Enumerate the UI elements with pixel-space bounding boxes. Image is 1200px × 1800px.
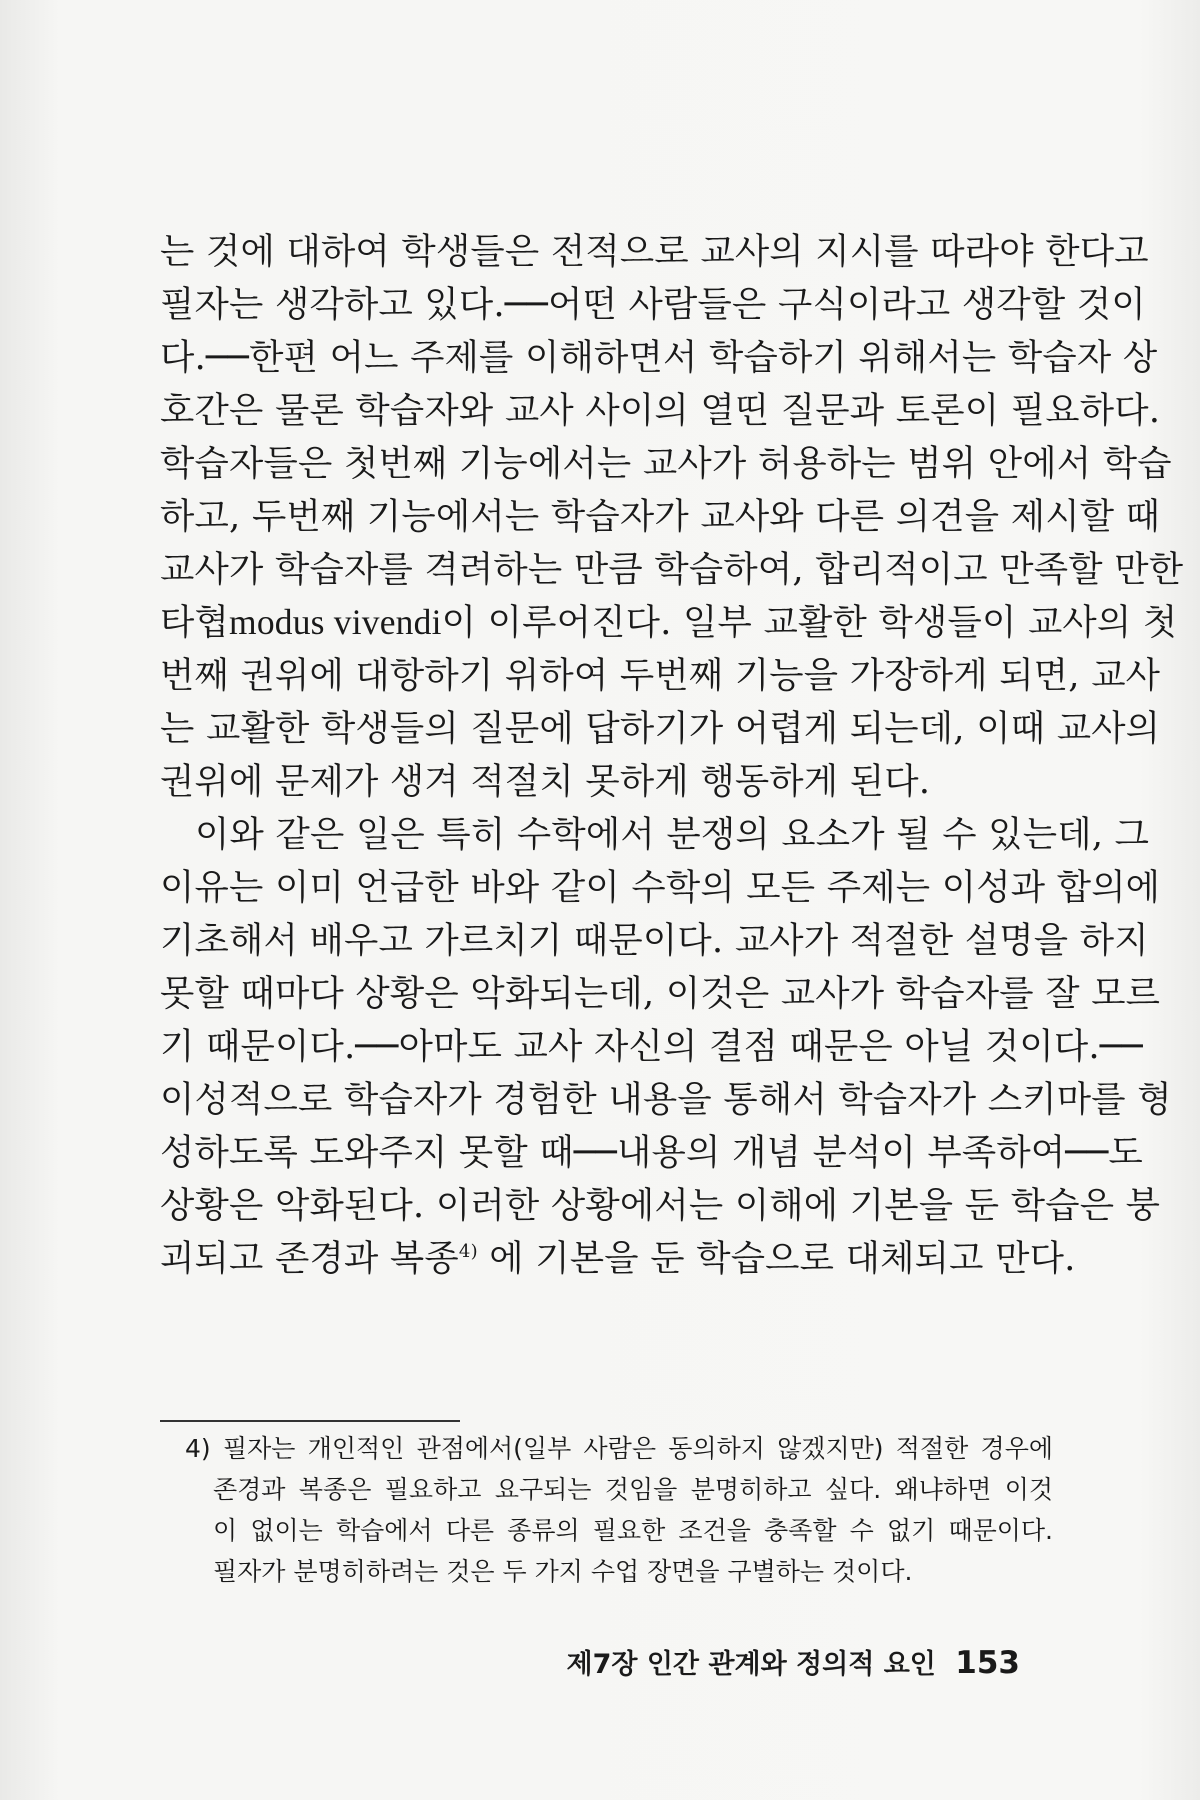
text-line: 이와 같은 일은 특히 수학에서 분쟁의 요소가 될 수 있는데, 그 — [195, 814, 1150, 855]
text-line — [160, 1232, 1076, 1285]
text-line: 는 교활한 학생들의 질문에 답하기가 어렵게 되는데, 이때 교사의 — [160, 708, 1161, 749]
footnote — [185, 1428, 1053, 1592]
text-line: 못할 때마다 상황은 악화되는데, 이것은 교사가 학습자를 잘 모르 — [160, 973, 1161, 1014]
footnote-divider — [160, 1420, 460, 1422]
text-run: 타협 — [160, 602, 229, 643]
text-run: 이 이루어진다. 일부 교활한 학생들이 교사의 첫 — [441, 602, 1178, 643]
text-line: 이유는 이미 언급한 바와 같이 수학의 모든 주제는 이성과 합의에 — [160, 867, 1161, 908]
running-footer — [567, 1642, 1021, 1681]
text-run: 에 기본을 둔 학습으로 대체되고 만다. — [477, 1238, 1076, 1279]
footnote-reference: 4) — [458, 1241, 478, 1263]
text-line: 성하도록 도와주지 못할 때──내용의 개념 분석이 부족하여──도 — [160, 1132, 1144, 1173]
footnote-line: 4) 필자는 개인적인 관점에서(일부 사람은 동의하지 않겠지만) 적절한 경우에 — [185, 1434, 1053, 1463]
text-line: 권위에 문제가 생겨 적절치 못하게 행동하게 된다. — [160, 761, 931, 802]
text-line: 는 것에 대하여 학생들은 전적으로 교사의 지시를 따라야 한다고 — [160, 231, 1149, 272]
text-line: 교사가 학습자를 격려하는 만큼 학습하여, 합리적이고 만족할 만한 — [160, 549, 1184, 590]
chapter-title: 제7장 인간 관계와 정의적 요인 — [566, 1649, 936, 1680]
text-line: 기초해서 배우고 가르치기 때문이다. 교사가 적절한 설명을 하지 — [160, 920, 1149, 961]
text-line: 하고, 두번째 기능에서는 학습자가 교사와 다른 의견을 제시할 때 — [160, 496, 1161, 537]
text-line: 다.──한편 어느 주제를 이해하면서 학습하기 위해서는 학습자 상 — [160, 337, 1158, 378]
text-line: 상황은 악화된다. 이러한 상황에서는 이해에 기본을 둔 학습은 붕 — [160, 1185, 1161, 1226]
text-line: 필자는 생각하고 있다.──어떤 사람들은 구식이라고 생각할 것이 — [160, 284, 1146, 325]
footnote-line: 이 없이는 학습에서 다른 종류의 필요한 조건을 충족할 수 없기 때문이다. — [213, 1516, 1053, 1545]
latin-term: modus vivendi — [229, 602, 442, 642]
footnote-line: 존경과 복종은 필요하고 요구되는 것임을 분명히하고 싶다. 왜냐하면 이것 — [213, 1475, 1053, 1504]
page-number: 153 — [955, 1645, 1020, 1681]
text-line — [160, 596, 1178, 649]
footnote-line: 필자가 분명히하려는 것은 두 가지 수업 장면을 구별하는 것이다. — [213, 1557, 913, 1586]
text-run: 괴되고 존경과 복종 — [160, 1238, 459, 1279]
text-line: 번째 권위에 대항하기 위하여 두번째 기능을 가장하게 되면, 교사 — [160, 655, 1161, 696]
body-text — [160, 225, 1184, 1285]
text-line: 기 때문이다.──아마도 교사 자신의 결점 때문은 아닐 것이다.── — [160, 1026, 1143, 1067]
text-line: 이성적으로 학습자가 경험한 내용을 통해서 학습자가 스키마를 형 — [160, 1079, 1172, 1120]
text-line: 호간은 물론 학습자와 교사 사이의 열띤 질문과 토론이 필요하다. — [160, 390, 1161, 431]
text-line: 학습자들은 첫번째 기능에서는 교사가 허용하는 범위 안에서 학습 — [160, 443, 1172, 484]
